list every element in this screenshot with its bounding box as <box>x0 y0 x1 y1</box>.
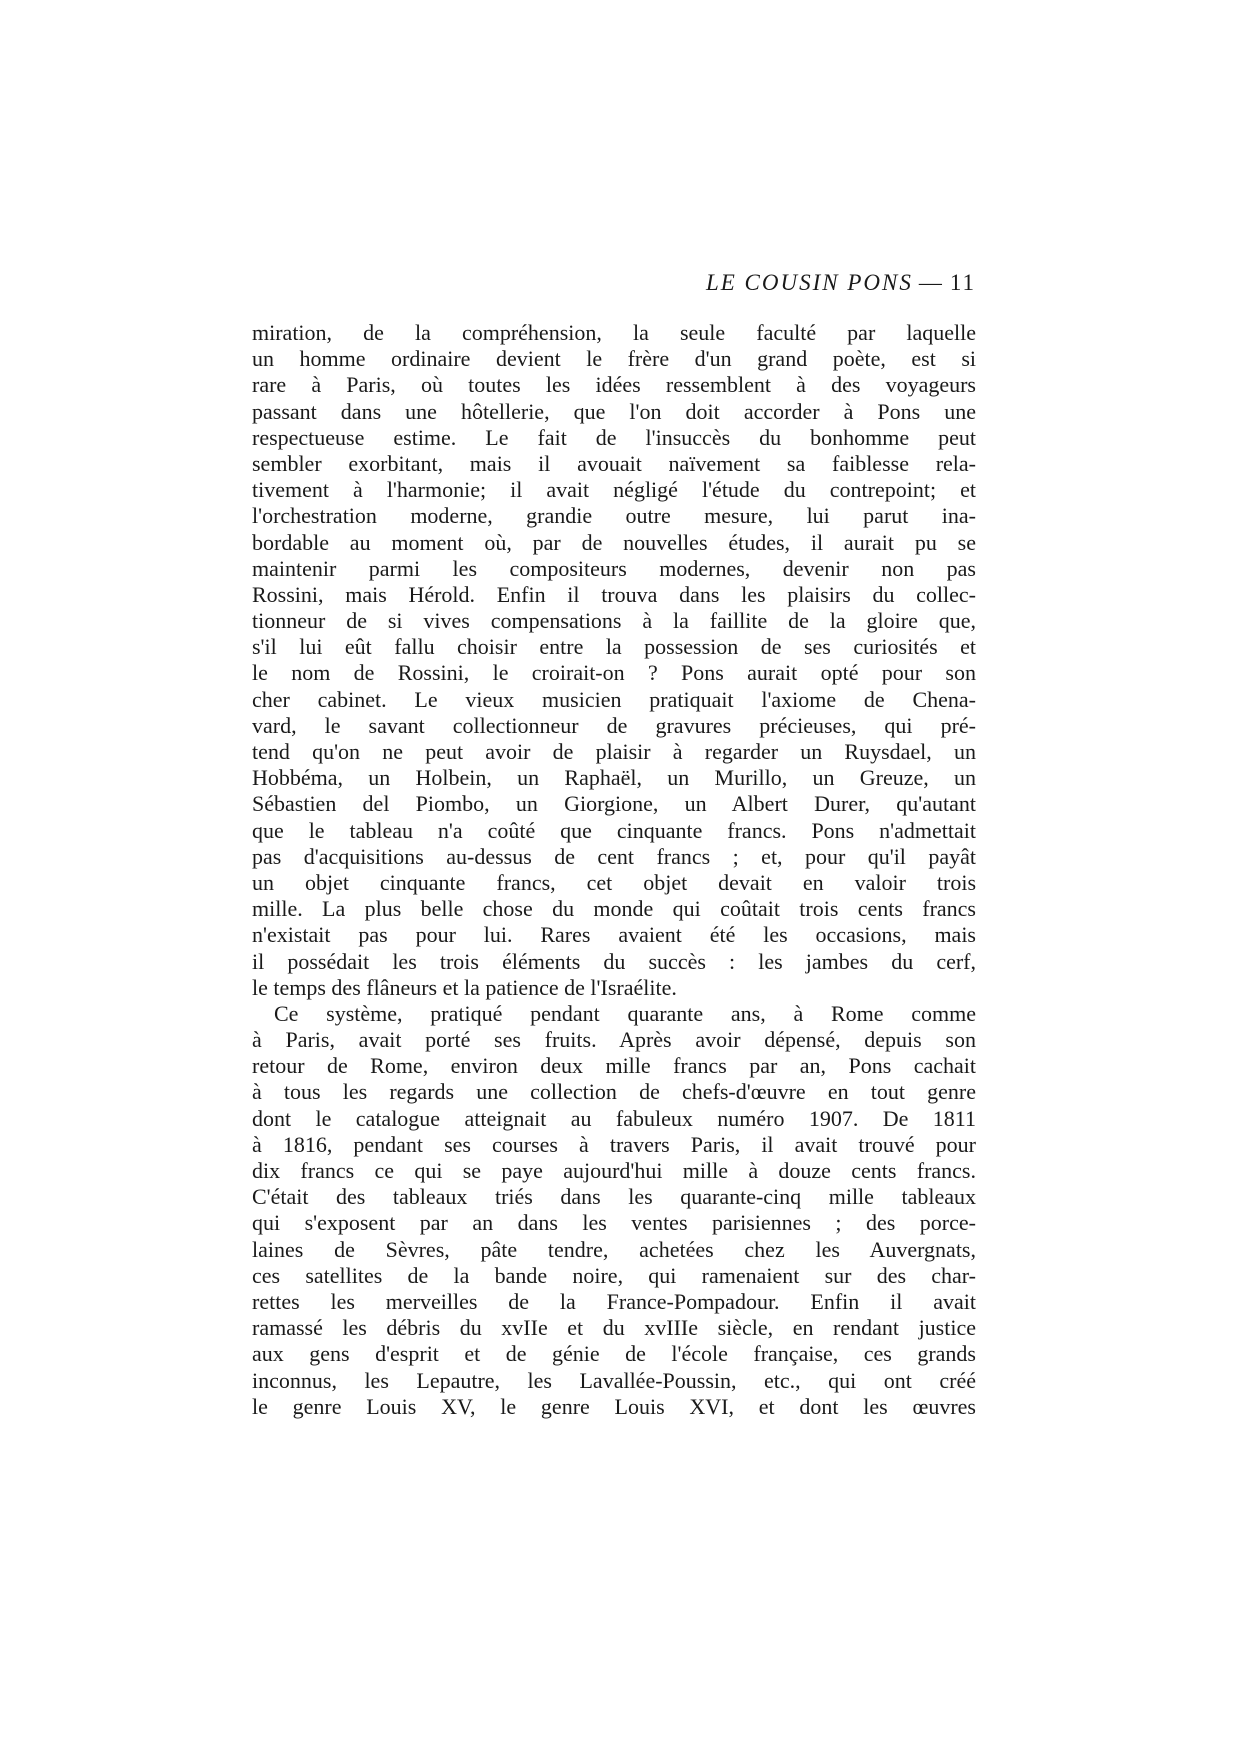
text-line: le genre Louis XV, le genre Louis XVI, et dont les œuvres <box>252 1393 976 1419</box>
text-line: aux gens d'esprit et de génie de l'école française, ces grands <box>252 1341 976 1367</box>
text-line: maintenir parmi les compositeurs modernes, devenir non pas <box>252 555 976 581</box>
text-line: laines de Sèvres, pâte tendre, achetées chez les Auvergnats, <box>252 1236 976 1262</box>
text-line: un homme ordinaire devient le frère d'un grand poète, est si <box>252 346 976 372</box>
text-line: à Paris, avait porté ses fruits. Après avoir dépensé, depuis son <box>252 1027 976 1053</box>
running-head <box>252 268 976 298</box>
text-line: respectueuse estime. Le fait de l'insuccès du bonhomme peut <box>252 424 976 450</box>
text-line: pas d'acquisitions au-dessus de cent francs ; et, pour qu'il payât <box>252 843 976 869</box>
text-line: le nom de Rossini, le croirait-on ? Pons aurait opté pour son <box>252 660 976 686</box>
text-line: Rossini, mais Hérold. Enfin il trouva dans les plaisirs du collec- <box>252 581 976 607</box>
text-line: Hobbéma, un Holbein, un Raphaël, un Murillo, un Greuze, un <box>252 765 976 791</box>
text-line: il possédait les trois éléments du succès : les jambes du cerf, <box>252 948 976 974</box>
text-line: l'orchestration moderne, grandie outre mesure, lui parut ina- <box>252 503 976 529</box>
text-line: ces satellites de la bande noire, qui ramenaient sur des char- <box>252 1262 976 1288</box>
text-line: dont le catalogue atteignait au fabuleux numéro 1907. De 1811 <box>252 1105 976 1131</box>
body-text <box>252 320 976 1420</box>
text-line: Sébastien del Piombo, un Giorgione, un Albert Durer, qu'autant <box>252 791 976 817</box>
text-line: le temps des flâneurs et la patience de l'Israélite. <box>252 974 677 1000</box>
text-line: à tous les regards une collection de chefs-d'œuvre en tout genre <box>252 1079 976 1105</box>
text-line: que le tableau n'a coûté que cinquante francs. Pons n'admettait <box>252 817 976 843</box>
text-line: Ce système, pratiqué pendant quarante ans, à Rome comme <box>274 1000 976 1026</box>
text-line: tend qu'on ne peut avoir de plaisir à regarder un Ruysdael, un <box>252 739 976 764</box>
text-line: un objet cinquante francs, cet objet devait en valoir trois <box>252 869 976 895</box>
text-line: ramassé les débris du xvIIe et du xvIIIe siècle, en rendant justice <box>252 1315 976 1341</box>
text-line: C'était des tableaux triés dans les quarante-cinq mille tableaux <box>252 1184 976 1210</box>
text-line: tivement à l'harmonie; il avait négligé l'étude du contrepoint; et <box>252 477 976 503</box>
text-line: rare à Paris, où toutes les idées ressemblent à des voyageurs <box>252 372 976 398</box>
text-line: vard, le savant collectionneur de gravures précieuses, qui pré- <box>252 712 976 738</box>
text-line: tionneur de si vives compensations à la faillite de la gloire que, <box>252 608 976 634</box>
book-title: LE COUSIN PONS <box>705 270 913 295</box>
text-line: passant dans une hôtellerie, que l'on doit accorder à Pons une <box>252 398 976 424</box>
text-line: sembler exorbitant, mais il avouait naïvement sa faiblesse rela- <box>252 450 976 476</box>
text-line: inconnus, les Lepautre, les Lavallée-Poussin, etc., qui ont créé <box>252 1367 976 1393</box>
text-line: mille. La plus belle chose du monde qui coûtait trois cents francs <box>252 896 976 922</box>
paragraph <box>252 320 976 1001</box>
text-line: n'existait pas pour lui. Rares avaient été les occasions, mais <box>252 922 976 948</box>
text-line: rettes les merveilles de la France-Pompadour. Enfin il avait <box>252 1288 976 1314</box>
text-line: dix francs ce qui se paye aujourd'hui mille à douze cents francs. <box>252 1158 976 1183</box>
title-separator: — <box>918 270 944 295</box>
text-line: miration, de la compréhension, la seule faculté par laquelle <box>252 320 976 345</box>
text-line: s'il lui eût fallu choisir entre la possession de ses curiosités et <box>252 634 976 660</box>
text-line: cher cabinet. Le vieux musicien pratiquait l'axiome de Chena- <box>252 686 976 712</box>
page-number: 11 <box>949 270 976 295</box>
text-line: bordable au moment où, par de nouvelles études, il aurait pu se <box>252 529 976 555</box>
text-line: qui s'exposent par an dans les ventes parisiennes ; des porce- <box>252 1210 976 1236</box>
text-line: retour de Rome, environ deux mille francs par an, Pons cachait <box>252 1053 976 1079</box>
text-line: à 1816, pendant ses courses à travers Paris, il avait trouvé pour <box>252 1131 976 1157</box>
paragraph <box>252 1001 976 1420</box>
